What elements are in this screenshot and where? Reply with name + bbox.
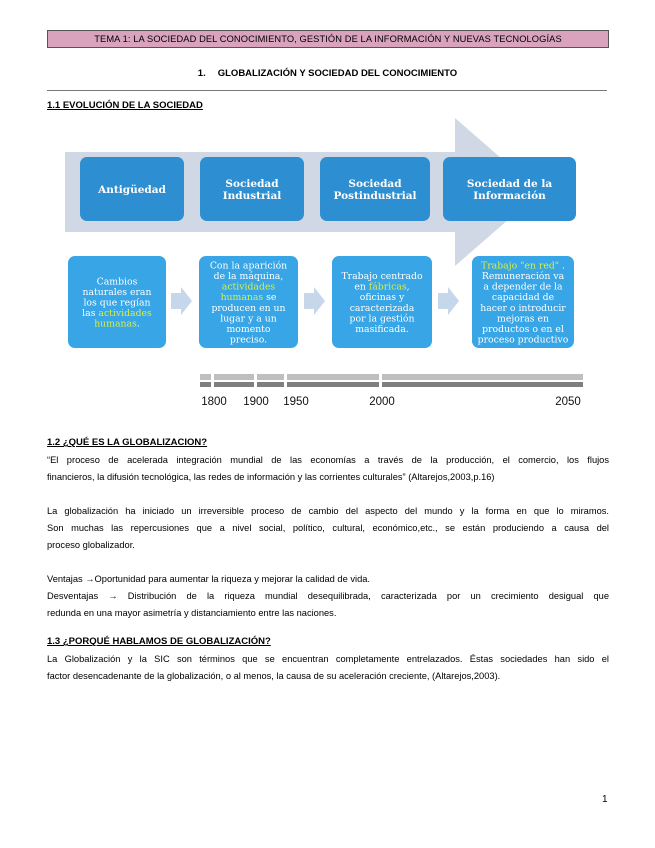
stage-title: Sociedad — [348, 178, 402, 190]
text-line: La globalización ha iniciado un irreversible proceso de cambio del aspecto del mundo y la forma en que lo miramos. — [47, 506, 609, 516]
stage-description-line: proceso productivo — [477, 334, 569, 346]
stage-description-line: en fábricas, — [354, 281, 410, 293]
chapter-banner: TEMA 1: LA SOCIEDAD DEL CONOCIMIENTO, GESTIÓN DE LA INFORMACIÓN Y NUEVAS TECNOLOGÍAS — [47, 30, 609, 48]
stage-description-line: Trabajo centrado — [341, 271, 423, 282]
text-line: financieros, la difusión tecnológica, las redes de información y las corrientes culturales” (Altarejos,2003,p.16) — [47, 472, 495, 482]
stage-description-line: masificada. — [355, 324, 409, 335]
timeline-year: 1800 — [201, 396, 227, 408]
text-line: Desventajas → Distribución de la riqueza mundial desequilibrada, caracterizada por un crecimiento desigual que — [47, 591, 609, 601]
paragraph-sic — [47, 651, 609, 685]
paragraph-globalizacion — [47, 503, 609, 554]
stage-description-line: Trabajo "en red" . — [481, 260, 565, 272]
society-evolution-diagram — [0, 0, 655, 420]
stage-description-line: preciso. — [229, 334, 268, 346]
stage-description-line: oficinas y — [359, 292, 405, 304]
stage-description-line: de la máquina, — [213, 271, 284, 282]
timeline — [200, 372, 583, 389]
section-number: 1. — [197, 68, 206, 79]
paragraph-ventajas — [47, 571, 609, 622]
stage-description-line: por la gestión — [349, 313, 415, 325]
timeline-year: 1950 — [283, 396, 309, 408]
stage-description-line: Cambios — [96, 276, 138, 288]
step-arrow-icon — [438, 287, 459, 315]
timeline-year: 2050 — [555, 396, 581, 408]
page-number: 1 — [602, 794, 608, 805]
text-line: “El proceso de acelerada integración mundial de las economías a través de la producción, el comercio, los flujos — [47, 455, 609, 465]
stage-title: Postindustrial — [333, 190, 417, 202]
stage-description-line: humanas. — [94, 318, 140, 330]
stage-description-line: humanas se — [220, 292, 277, 304]
stage-description-line: los que regían — [83, 297, 151, 309]
text-line: Son muchas las repercusiones que a nivel social, político, cultural, económico,etc., se están produciendo a causa del — [47, 523, 609, 533]
text-line: proceso globalizador. — [47, 540, 135, 550]
stage-title: Información — [473, 190, 546, 202]
subheading-globalizacion: 1.2 ¿QUÉ ES LA GLOBALIZACION? — [47, 437, 208, 448]
stage-description-line: momento — [226, 324, 271, 335]
subheading-porque: 1.3 ¿PORQUÉ HABLAMOS DE GLOBALIZACIÓN? — [47, 636, 271, 647]
text-line: factor desencadenante de la globalización, o al menos, la causa de su aceleración creciente, (Altarejos,2003). — [47, 671, 501, 681]
step-arrow-icon — [171, 287, 192, 315]
stage-title: Industrial — [222, 190, 282, 202]
stage-description-line: caracterizada — [349, 302, 415, 314]
section-title: GLOBALIZACIÓN Y SOCIEDAD DEL CONOCIMIENTO — [217, 68, 458, 79]
stage-description-line: hacer o introducir — [480, 302, 566, 314]
text-line: redunda en una mayor asimetría y distanciamiento entre las naciones. — [47, 608, 337, 618]
timeline-year: 1900 — [243, 396, 269, 408]
stage-description-line: Con la aparición — [209, 260, 288, 272]
text-line: La Globalización y la SIC son términos que se encuentran completamente entrelazados. Éstas sociedades han sido el — [47, 654, 609, 664]
stage-description-line: lugar y a un — [220, 313, 277, 325]
stage-description-line: a depender de la — [483, 281, 563, 293]
quote-paragraph — [47, 452, 609, 486]
stage-description-line: producen en un — [211, 302, 286, 314]
text-line: Ventajas →Oportunidad para aumentar la riqueza y mejorar la calidad de vida. — [47, 574, 370, 584]
stage-description-line: capacidad de — [491, 292, 555, 304]
stage-title: Antigüedad — [98, 184, 166, 196]
stage-description-line: productos o en el — [482, 324, 564, 335]
subheading-evolucion: 1.1 EVOLUCIÓN DE LA SOCIEDAD — [47, 100, 203, 111]
stage-description-line: actividades — [221, 281, 276, 293]
stage-description-line: mejoras en — [497, 313, 549, 325]
stage-description-line: naturales eran — [82, 286, 152, 298]
timeline-year: 2000 — [369, 396, 395, 408]
stage-description-line: Remuneración va — [481, 271, 565, 282]
stage-title: Sociedad de la — [466, 178, 553, 190]
stage-description-line: las actividades — [82, 308, 152, 320]
stage-title: Sociedad — [225, 178, 279, 190]
step-arrow-icon — [304, 287, 325, 315]
